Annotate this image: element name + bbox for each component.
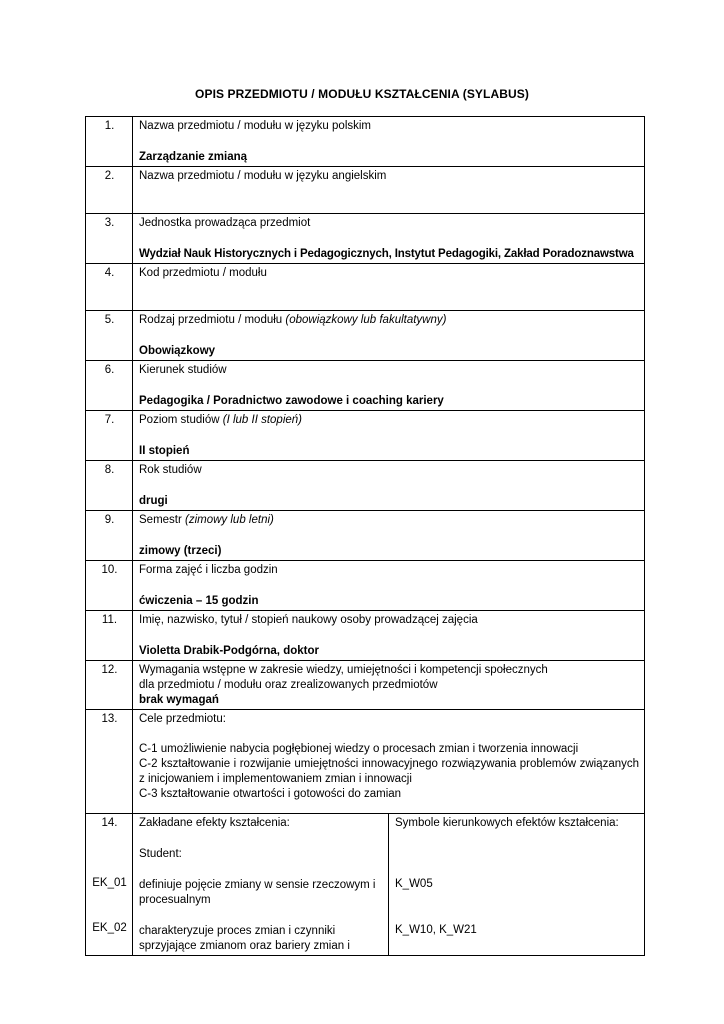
table-row	[86, 814, 645, 956]
row-content	[133, 710, 645, 814]
row-number: 13.	[86, 710, 133, 814]
row-content	[133, 611, 645, 661]
field-label-hint: (obowiązkowy lub fakultatywny)	[285, 314, 447, 326]
row-content	[133, 461, 645, 511]
row-content	[133, 561, 645, 611]
row-content	[133, 264, 645, 311]
row-content	[133, 214, 645, 264]
table-row	[86, 167, 645, 214]
effects-text-cell	[133, 814, 389, 956]
row-number: 5.	[86, 311, 133, 361]
field-label: Nazwa przedmiotu / modułu w języku angielskim	[139, 170, 387, 182]
field-label: Zakładane efekty kształcenia:	[139, 817, 290, 829]
table-row	[86, 611, 645, 661]
table-row	[86, 461, 645, 511]
field-label: Cele przedmiotu:	[139, 713, 226, 725]
field-value: ćwiczenia – 15 godzin	[139, 595, 259, 607]
table-row	[86, 117, 645, 167]
row-number: 12.	[86, 661, 133, 710]
row-number: 6.	[86, 361, 133, 411]
goal-item: C-3 kształtowanie otwartości i gotowości do zamian	[139, 788, 402, 800]
effects-code-cell	[86, 814, 133, 956]
field-value: brak wymagań	[139, 694, 219, 706]
syllabus-table	[85, 116, 645, 956]
field-label: Nazwa przedmiotu / modułu w języku polskim	[139, 120, 372, 132]
row-content	[133, 661, 645, 710]
effect-code: EK_01	[92, 877, 127, 889]
row-number: 7.	[86, 411, 133, 461]
table-row	[86, 411, 645, 461]
table-row	[86, 561, 645, 611]
row-number: 9.	[86, 511, 133, 561]
field-label-hint: (zimowy lub letni)	[185, 514, 274, 526]
row-number: 1.	[86, 117, 133, 167]
effect-symbols: K_W05	[395, 878, 433, 890]
table-row	[86, 264, 645, 311]
field-value: Obowiązkowy	[139, 345, 216, 357]
goal-item: C-1 umożliwienie nabycia pogłębionej wiedzy o procesach zmian i tworzenia innowacji	[139, 743, 579, 755]
document-title: OPIS PRZEDMIOTU / MODUŁU KSZTAŁCENIA (SYLABUS)	[195, 87, 529, 101]
row-number: 14.	[101, 817, 118, 829]
table-row	[86, 661, 645, 710]
field-value: Pedagogika / Poradnictwo zawodowe i coaching kariery	[139, 395, 444, 407]
student-label: Student:	[139, 848, 182, 860]
goal-item: C-2 kształtowanie i rozwijanie umiejętności innowacyjnego rozwiązywania problemów związanych z inicjowaniem i implementowaniem zmian i innowacji	[139, 758, 640, 785]
field-label-hint: (I lub II stopień)	[222, 414, 302, 426]
field-value: Wydział Nauk Historycznych i Pedagogicznych, Instytut Pedagogiki, Zakład Poradoznawstwa	[139, 248, 634, 260]
table-row	[86, 311, 645, 361]
effect-symbols: K_W10, K_W21	[395, 924, 477, 936]
table-row	[86, 710, 645, 814]
effects-symbols-cell	[389, 814, 645, 956]
field-value: drugi	[139, 495, 168, 507]
row-content	[133, 411, 645, 461]
field-label: Poziom studiów (I lub II stopień)	[139, 414, 302, 426]
field-value: Zarządzanie zmianą	[139, 151, 248, 163]
field-label: Kod przedmiotu / modułu	[139, 267, 267, 279]
symbols-header: Symbole kierunkowych efektów kształcenia:	[395, 817, 619, 829]
effect-code: EK_02	[92, 922, 127, 934]
row-number: 8.	[86, 461, 133, 511]
field-label: Wymagania wstępne w zakresie wiedzy, umiejętności i kompetencji społecznych	[139, 664, 548, 676]
field-value: Violetta Drabik-Podgórna, doktor	[139, 645, 319, 657]
field-value: zimowy (trzeci)	[139, 545, 222, 557]
field-label: Imię, nazwisko, tytuł / stopień naukowy osoby prowadzącej zajęcia	[139, 614, 478, 626]
row-number: 2.	[86, 167, 133, 214]
field-value: II stopień	[139, 445, 190, 457]
table-row	[86, 214, 645, 264]
row-content	[133, 361, 645, 411]
field-label-continued: dla przedmiotu / modułu oraz zrealizowanych przedmiotów	[139, 679, 438, 691]
field-label: Jednostka prowadząca przedmiot	[139, 217, 311, 229]
row-number: 11.	[86, 611, 133, 661]
field-label: Semestr (zimowy lub letni)	[139, 514, 274, 526]
effect-text: charakteryzuje proces zmian i czynniki sprzyjające zmianom oraz bariery zmian i	[139, 925, 350, 952]
table-row	[86, 511, 645, 561]
row-number: 10.	[86, 561, 133, 611]
row-content	[133, 117, 645, 167]
row-content	[133, 511, 645, 561]
field-label: Kierunek studiów	[139, 364, 227, 376]
field-label: Forma zajęć i liczba godzin	[139, 564, 278, 576]
table-row	[86, 361, 645, 411]
field-label: Rodzaj przedmiotu / modułu (obowiązkowy lub fakultatywny)	[139, 314, 447, 326]
row-content	[133, 311, 645, 361]
field-label: Rok studiów	[139, 464, 202, 476]
effect-text: definiuje pojęcie zmiany w sensie rzeczowym i procesualnym	[139, 879, 376, 906]
row-number: 3.	[86, 214, 133, 264]
row-content	[133, 167, 645, 214]
row-number: 4.	[86, 264, 133, 311]
